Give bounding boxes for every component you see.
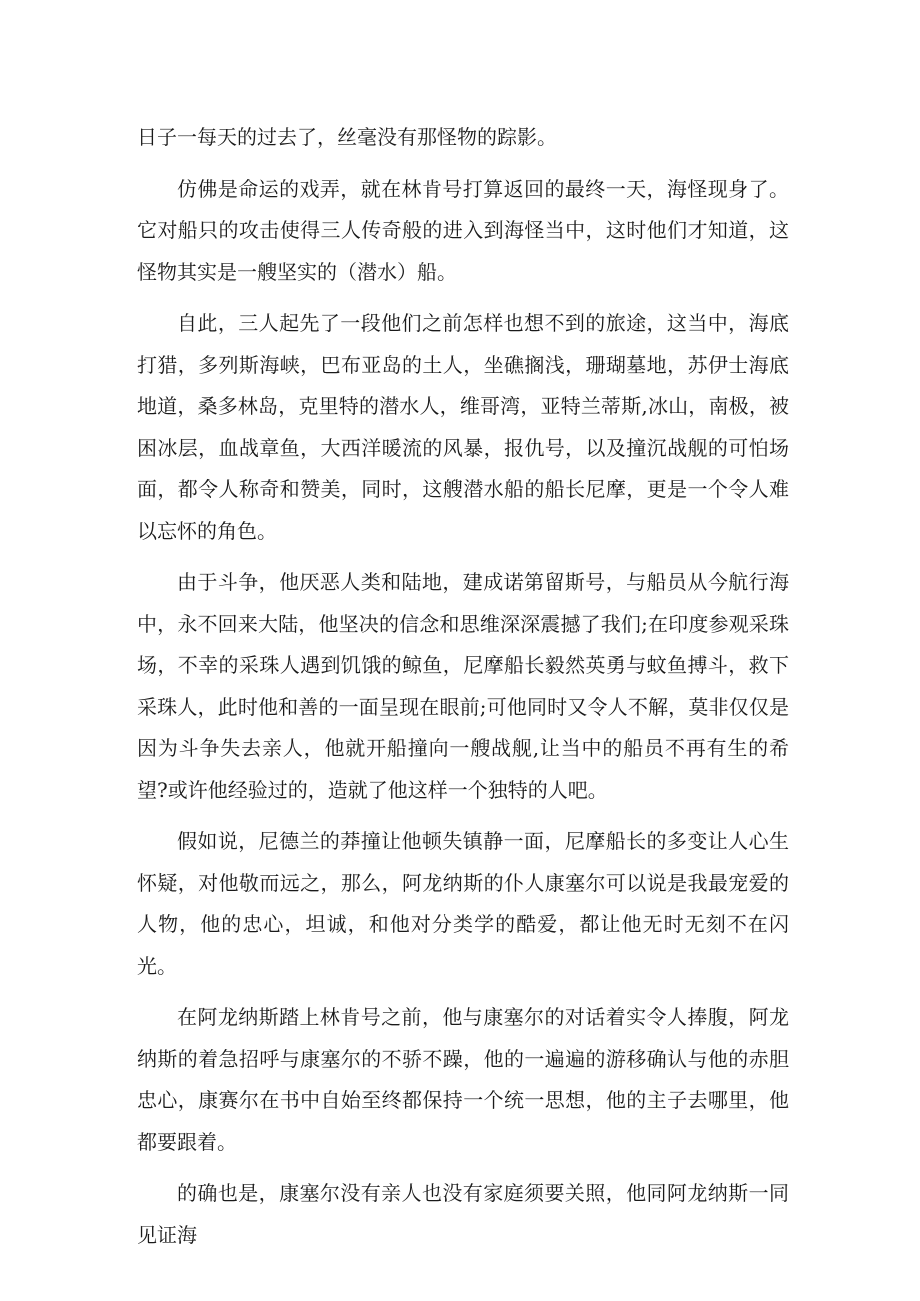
paragraph-5: 假如说，尼德兰的莽撞让他顿失镇静一面，尼摩船长的多变让人心生怀疑，对他敬而远之，那么，阿龙纳斯的仆人康塞尔可以说是我最宠爱的人物，他的忠心，坦诚，和他对分类学的酷爱，都让他无时无刻不在闪光。 (137, 829, 789, 978)
paragraph-7: 的确也是，康塞尔没有亲人也没有家庭须要关照，他同阿龙纳斯一同见证海 (137, 1181, 789, 1247)
paragraph-2: 仿佛是命运的戏弄，就在林肯号打算返回的最终一天，海怪现身了。它对船只的攻击使得三人传奇般的进入到海怪当中，这时他们才知道，这怪物其实是一艘坚实的（潜水）船。 (137, 176, 789, 284)
paragraph-4: 由于斗争，他厌恶人类和陆地，建成诺第留斯号，与船员从今航行海中，永不回来大陆，他坚决的信念和思维深深震撼了我们;在印度参观采珠场，不幸的采珠人遇到饥饿的鲸鱼，尼摩船长毅然英勇与蚊鱼搏斗，救下采珠人，此时他和善的一面呈现在眼前;可他同时又令人不解，莫非仅仅是因为斗争失去亲人，他就开船撞向一艘战舰,让当中的船员不再有生的希望?或许他经验过的，造就了他这样一个独特的人吧。 (137, 570, 789, 802)
paragraph-6: 在阿龙纳斯踏上林肯号之前，他与康塞尔的对话着实令人捧腹，阿龙纳斯的着急招呼与康塞尔的不骄不躁，他的一遍遍的游移确认与他的赤胆忠心，康赛尔在书中自始至终都保持一个统一思想，他的主子去哪里，他都要跟着。 (137, 1005, 789, 1154)
article-body (137, 117, 789, 1266)
paragraph-1: 日子一每天的过去了，丝毫没有那怪物的踪影。 (137, 125, 557, 149)
paragraph-3: 自此，三人起先了一段他们之前怎样也想不到的旅途，这当中，海底打猎，多列斯海峡，巴布亚岛的土人，坐礁搁浅，珊瑚墓地，苏伊士海底地道，桑多林岛，克里特的潜水人，维哥湾，亚特兰蒂斯,冰山，南极，被困冰层，血战章鱼，大西洋暖流的风暴，报仇号，以及撞沉战舰的可怕场面，都令人称奇和赞美，同时，这艘潜水船的船长尼摩，更是一个令人难以忘怀的角色。 (137, 311, 789, 543)
